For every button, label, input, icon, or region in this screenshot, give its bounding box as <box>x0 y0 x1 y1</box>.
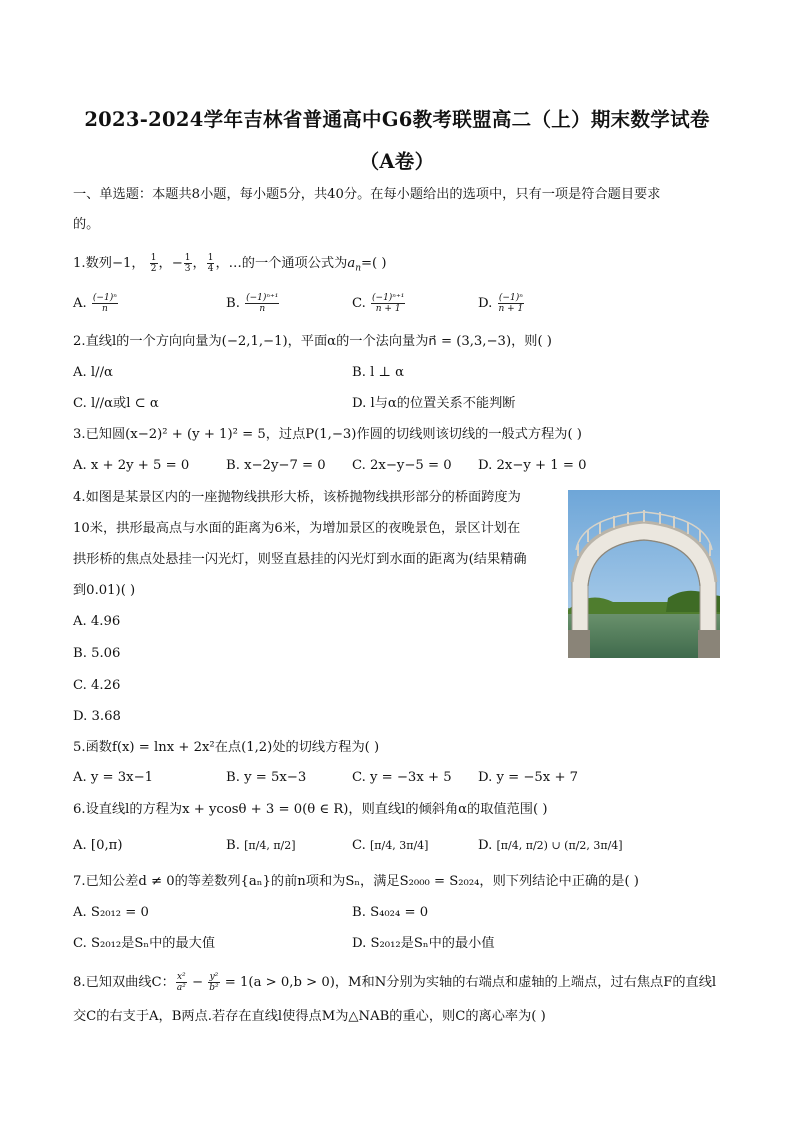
question-4-line1: 4.如图是某景区内的一座抛物线拱形大桥，该桥抛物线拱形部分的桥面跨度为 <box>73 490 521 505</box>
q7-option-d[interactable]: D. S₂₀₁₂是Sₙ中的最小值 <box>352 936 495 951</box>
q2-option-a[interactable]: A. l//α <box>73 365 113 380</box>
question-1-prefix: 1.数列−1， <box>73 256 145 271</box>
q1-option-a[interactable]: A. $\frac{\text{(−1)ⁿ}}{n}$ <box>73 293 117 314</box>
q1-option-b[interactable]: B. $\frac{\text{(−1)ⁿ⁺¹}}{n}$ <box>226 293 279 314</box>
arch-bridge-photo <box>568 490 720 658</box>
q7-option-b[interactable]: B. S₄₀₂₄ = 0 <box>352 905 429 920</box>
q3-option-d[interactable]: D. 2x−y + 1 = 0 <box>478 458 587 473</box>
q3-option-a[interactable]: A. x + 2y + 5 = 0 <box>73 458 190 473</box>
q7-option-c[interactable]: C. S₂₀₁₂是Sₙ中的最大值 <box>73 936 216 951</box>
question-2: 2.直线l的一个方向向量为(−2,1,−1)，平面α的一个法向量为n⃗ = (3,3,−3)，则( ) <box>73 334 552 349</box>
q4-option-a[interactable]: A. 4.96 <box>73 614 121 629</box>
question-5: 5.函数f(x) = lnx + 2x²在点(1,2)处的切线方程为( ) <box>73 740 380 755</box>
q2-option-b[interactable]: B. l ⊥ α <box>352 365 404 380</box>
q6-option-b[interactable]: B. [π/4, π/2] <box>226 838 296 853</box>
q1-option-d[interactable]: D. $\frac{\text{(−1)ⁿ}}{n + 1}$ <box>478 293 524 314</box>
q4-option-d[interactable]: D. 3.68 <box>73 709 121 724</box>
q2-option-d[interactable]: D. l与α的位置关系不能判断 <box>352 396 516 411</box>
question-6: 6.设直线l的方程为x + ycosθ + 3 = 0(θ ∈ R)，则直线l的倾斜角α的取值范围( ) <box>73 802 548 817</box>
question-3: 3.已知圆(x−2)² + (y + 1)² = 5，过点P(1,−3)作圆的切线则该切线的一般式方程为( ) <box>73 427 582 442</box>
q4-option-b[interactable]: B. 5.06 <box>73 646 121 661</box>
question-1: 1.数列−1， $\frac{1}{2}$ ，− $\frac{1}{3}$ ， $\frac{1}{4}$ ，…的一个通项公式为$a_n=$( ) <box>73 253 387 274</box>
q4-option-c[interactable]: C. 4.26 <box>73 678 121 693</box>
q5-option-c[interactable]: C. y = −3x + 5 <box>352 770 452 785</box>
q5-option-b[interactable]: B. y = 5x−3 <box>226 770 307 785</box>
question-7: 7.已知公差d ≠ 0的等差数列{aₙ}的前n项和为Sₙ，满足S₂₀₀₀ = S₂₀₂₄，则下列结论中正确的是( ) <box>73 874 639 889</box>
q5-option-d[interactable]: D. y = −5x + 7 <box>478 770 579 785</box>
question-4-line3: 拱形桥的焦点处悬挂一闪光灯，则竖直悬挂的闪光灯到水面的距离为(结果精确 <box>73 552 527 567</box>
q3-option-b[interactable]: B. x−2y−7 = 0 <box>226 458 326 473</box>
question-4-line2: 10米，拱形最高点与水面的距离为6米，为增加景区的夜晚景色，景区计划在 <box>73 521 521 536</box>
seq-term-3: $\frac{1}{3}$ <box>184 253 191 274</box>
exam-title-line2: （A卷） <box>359 150 435 173</box>
q3-option-c[interactable]: C. 2x−y−5 = 0 <box>352 458 452 473</box>
q2-option-c[interactable]: C. l//α或l ⊂ α <box>73 396 159 411</box>
hyperbola-y-term: $\frac{\text{y²}}{\text{b²}}$ <box>209 972 219 993</box>
exam-title-line1: 2023-2024学年吉林省普通高中G6教考联盟高二（上）期末数学试卷 <box>84 108 710 131</box>
section-instruction-line2: 的。 <box>73 217 100 232</box>
question-8-line1: 8.已知双曲线C： $\frac{\text{x²}}{\text{a²}}$ − $\frac{\text{y²}}{\text{b²}}$ = 1(a > 0,b > 0)，M和N分别为实轴的右端点和虚轴的上端点，过右焦点F的直线l <box>73 972 717 993</box>
q6-option-c[interactable]: C. [π/4, 3π/4] <box>352 838 429 853</box>
question-8-line2: 交C的右支于A，B两点.若存在直线l使得点M为△NAB的重心，则C的离心率为( ) <box>73 1009 546 1024</box>
hyperbola-x-term: $\frac{\text{x²}}{\text{a²}}$ <box>176 972 186 993</box>
q6-option-d[interactable]: D. [π/4, π/2) ∪ (π/2, 3π/4] <box>478 838 623 853</box>
seq-term-4: $\frac{1}{4}$ <box>207 253 214 274</box>
question-4-line4: 到0.01)( ) <box>73 583 136 598</box>
q7-option-a[interactable]: A. S₂₀₁₂ = 0 <box>73 905 149 920</box>
seq-term-2: $\frac{1}{2}$ <box>150 253 157 274</box>
q1-option-c[interactable]: C. $\frac{\text{(−1)ⁿ⁺¹}}{n + 1}$ <box>352 293 405 314</box>
q5-option-a[interactable]: A. y = 3x−1 <box>73 770 154 785</box>
section-instruction-line1: 一、单选题：本题共8小题，每小题5分，共40分。在每小题给出的选项中，只有一项是符合题目要求 <box>73 187 661 202</box>
q6-option-a[interactable]: A. [0,π) <box>73 838 123 853</box>
